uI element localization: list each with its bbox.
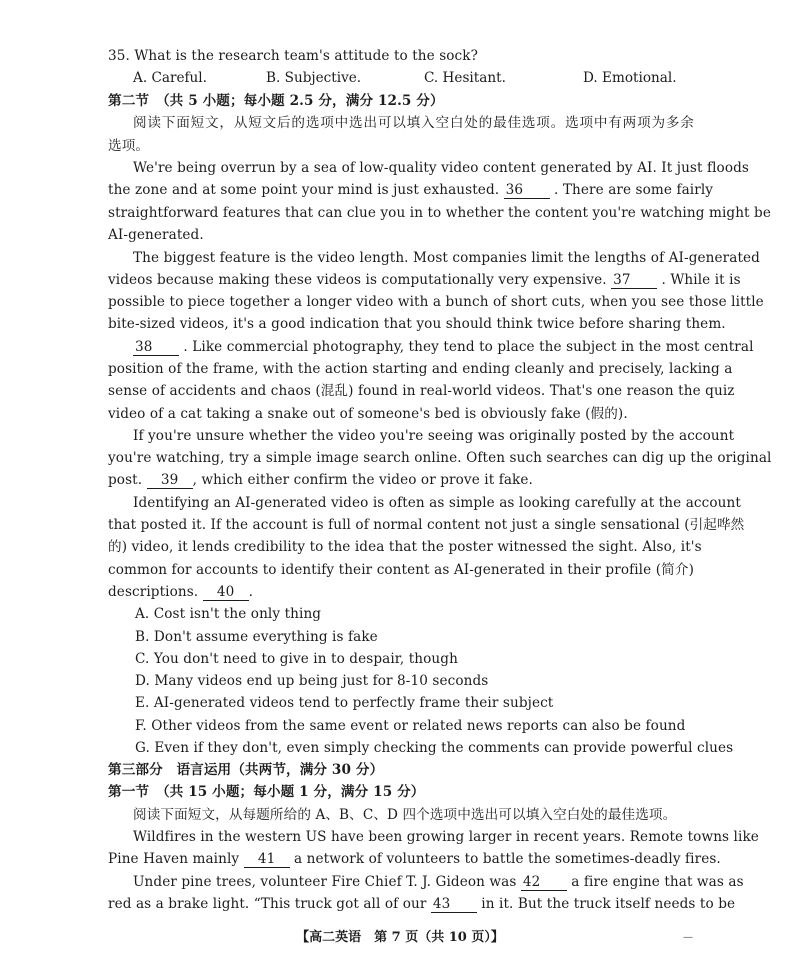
cloze-line — [108, 850, 721, 868]
choice-c: C. You don't need to give in to despair, though — [135, 651, 458, 667]
part3-instruction: 阅读下面短文，从每题所给的 A、B、C、D 四个选项中选出可以填入空白处的最佳选项。 — [133, 807, 677, 823]
passage-line — [133, 338, 754, 356]
passage-text: post. — [108, 472, 143, 488]
passage-line: Identifying an AI-generated video is often as simple as looking carefully at the account — [133, 495, 741, 511]
passage-text: . Like commercial photography, they tend to place the subject in the most central — [183, 339, 754, 355]
passage-line: We're being overrun by a sea of low-quality video content generated by AI. It just floods — [133, 160, 750, 176]
passage-line: common for accounts to identify their content as AI-generated in their profile (简介) — [108, 562, 694, 578]
cloze-text: in it. But the truck itself needs to be — [481, 896, 736, 912]
passage-text: . There are some fairly — [554, 182, 714, 198]
cloze-text: Under pine trees, volunteer Fire Chief T. J. Gideon was — [133, 874, 517, 890]
blank-43: 43 — [431, 897, 477, 913]
section2-instruction: 阅读下面短文，从短文后的选项中选出可以填入空白处的最佳选项。选项中有两项为多余 — [133, 115, 694, 131]
blank-42: 42 — [521, 875, 567, 891]
choice-b: B. Don't assume everything is fake — [135, 629, 378, 645]
blank-38: 38 — [133, 340, 179, 356]
page-footer: 【高二英语 第 7 页（共 10 页）】 — [296, 930, 504, 945]
q35-option-d: D. Emotional. — [583, 70, 677, 86]
cloze-line: Wildfires in the western US have been growing larger in recent years. Remote towns like — [133, 829, 759, 845]
passage-line: possible to piece together a longer video with a bunch of short cuts, when you see those little — [108, 294, 764, 310]
cloze-text: Pine Haven mainly — [108, 851, 240, 867]
cloze-text: red as a brake light. “This truck got all of our — [108, 896, 427, 912]
passage-line: position of the frame, with the action starting and ending cleanly and precisely, lacking a — [108, 361, 733, 377]
corner-mark: — — [683, 932, 693, 943]
section2-heading: 第二节 （共 5 小题；每小题 2.5 分，满分 12.5 分） — [108, 93, 444, 109]
passage-text: descriptions. — [108, 584, 199, 600]
part3-section1-heading: 第一节 （共 15 小题；每小题 1 分，满分 15 分） — [108, 784, 425, 800]
q35-option-c: C. Hesitant. — [424, 70, 506, 86]
passage-text: the zone and at some point your mind is just exhausted. — [108, 182, 500, 198]
passage-line: bite-sized videos, it's a good indication that you should think twice before sharing them. — [108, 316, 726, 332]
passage-line: If you're unsure whether the video you're seeing was originally posted by the account — [133, 428, 735, 444]
q35-option-a: A. Careful. — [133, 70, 207, 86]
choice-d: D. Many videos end up being just for 8-10 seconds — [135, 673, 489, 689]
cloze-line — [133, 873, 744, 891]
passage-line: that posted it. If the account is full of normal content not just a single sensational (引起哗然 — [108, 517, 745, 533]
blank-39: 39 — [147, 473, 193, 489]
passage-line: sense of accidents and chaos (混乱) found in real-world videos. That's one reason the quiz — [108, 383, 735, 399]
passage-line: straightforward features that can clue you in to whether the content you're watching might be — [108, 205, 771, 221]
passage-line: you're watching, try a simple image search online. Often such searches can dig up the original — [108, 450, 772, 466]
q35-stem: 35. What is the research team's attitude to the sock? — [108, 48, 478, 64]
blank-41: 41 — [244, 852, 290, 868]
q35-option-b: B. Subjective. — [266, 70, 362, 86]
cloze-text: a fire engine that was as — [571, 874, 744, 890]
choice-a: A. Cost isn't the only thing — [135, 606, 322, 622]
passage-text: . — [248, 584, 254, 600]
passage-line — [108, 181, 714, 199]
choice-g: G. Even if they don't, even simply checking the comments can provide powerful clues — [135, 740, 734, 756]
passage-line: video of a cat taking a snake out of someone's bed is obviously fake (假的). — [108, 406, 628, 422]
passage-line: 的) video, it lends credibility to the idea that the poster witnessed the sight. Also, it's — [108, 539, 702, 555]
passage-text: , which either confirm the video or prove it fake. — [192, 472, 533, 488]
passage-text: . While it is — [661, 272, 741, 288]
passage-text: videos because making these videos is computationally very expensive. — [108, 272, 607, 288]
section2-instruction-cont: 选项。 — [108, 138, 150, 154]
blank-37: 37 — [611, 273, 657, 289]
choice-e: E. AI-generated videos tend to perfectly frame their subject — [135, 695, 554, 711]
blank-36: 36 — [504, 183, 550, 199]
blank-40: 40 — [203, 585, 249, 601]
passage-line — [108, 583, 253, 601]
cloze-text: a network of volunteers to battle the sometimes-deadly fires. — [294, 851, 721, 867]
passage-line: AI-generated. — [108, 227, 204, 243]
cloze-line — [108, 895, 736, 913]
passage-line — [108, 271, 741, 289]
part3-heading: 第三部分 语言运用（共两节，满分 30 分） — [108, 762, 384, 778]
passage-line: The biggest feature is the video length. Most companies limit the lengths of AI-generated — [133, 250, 760, 266]
choice-f: F. Other videos from the same event or related news reports can also be found — [135, 718, 686, 734]
passage-line — [108, 471, 533, 489]
